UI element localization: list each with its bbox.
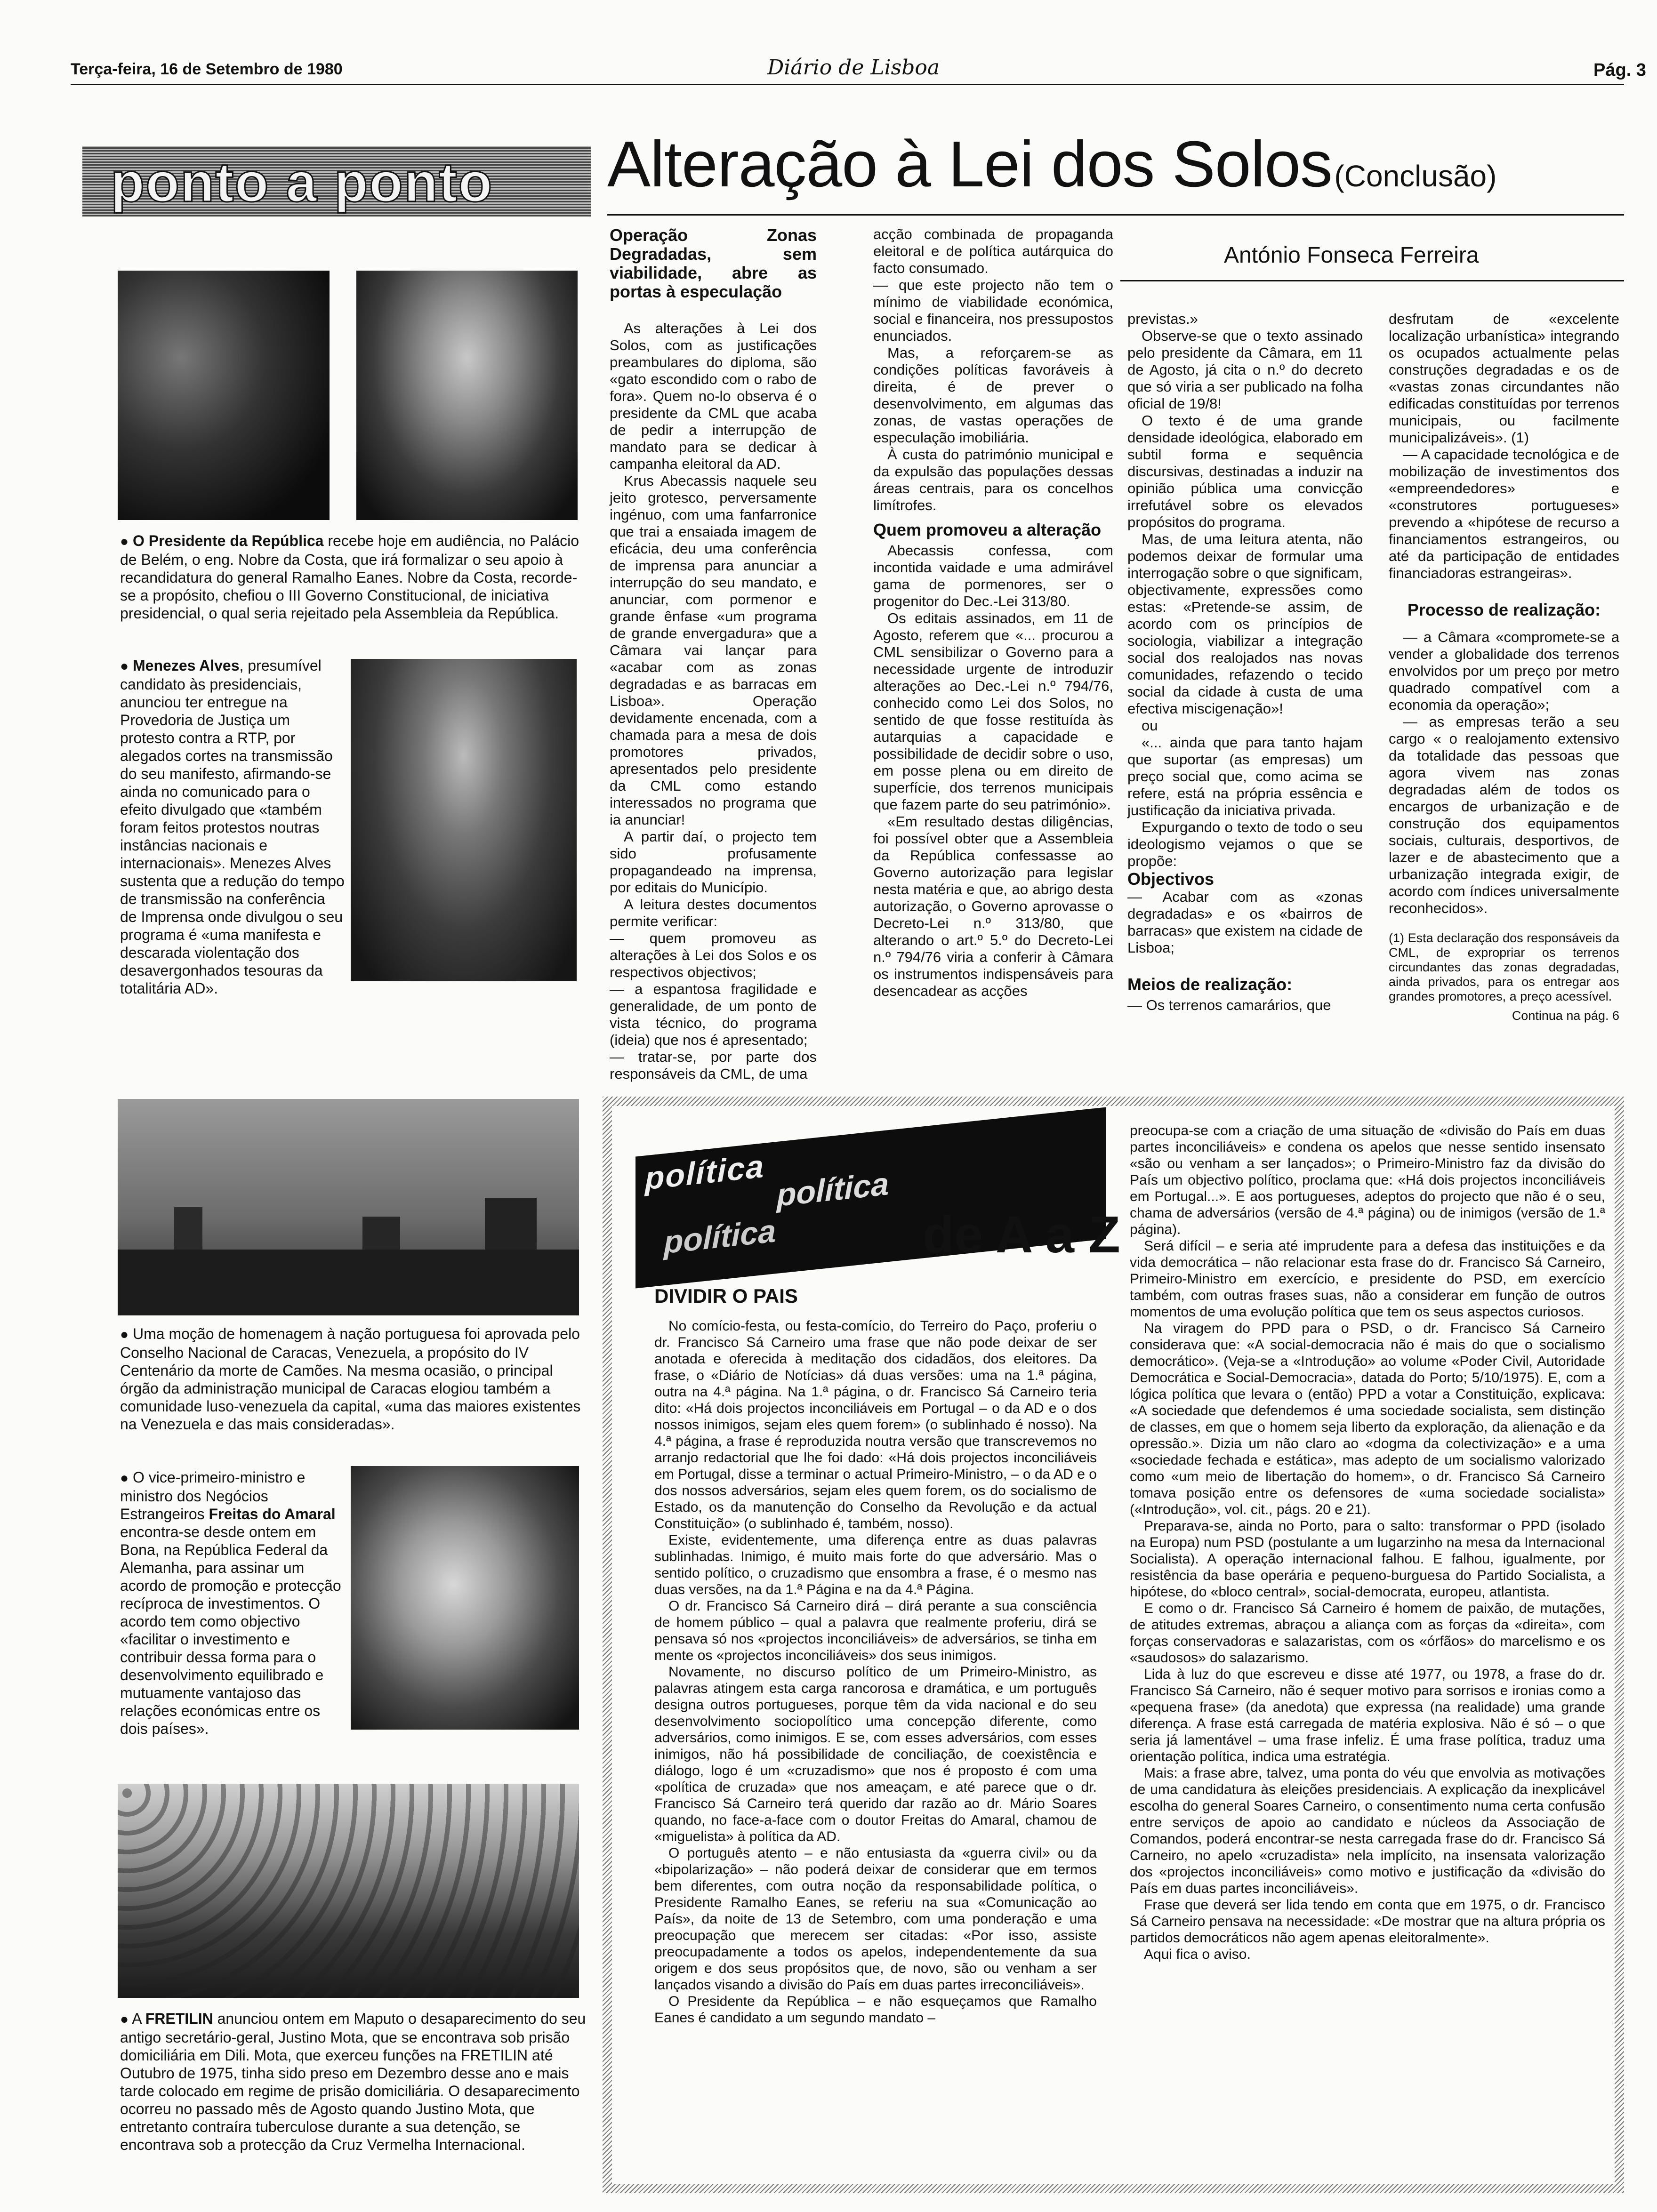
politica-banner-tag: de A a Z: [923, 1206, 1120, 1264]
photo-caracas-skyline: [118, 1099, 579, 1315]
column-logo-text: ponto a ponto: [111, 152, 493, 214]
subhead-quem-promoveu: Quem promoveu a alteração: [873, 520, 1102, 539]
footnote: (1) Esta declaração dos responsáveis da CML, de expropriar os terrenos circundantes das zonas degradadas, ainda privados, para os entregar aos grandes promotores, a preço acessível.: [1389, 931, 1619, 1003]
masthead-rule: [71, 84, 1624, 85]
photo-menezes: [351, 659, 577, 981]
politica-title: DIVIDIR O PAIS: [654, 1285, 798, 1307]
brief-president: ● O Presidente da República recebe hoje em audiência, no Palácio de Belém, o eng. Nobre da Costa, que irá formalizar o seu apoio à recandidatura do general Ramalho Eanes. Nobre da Costa, recorde-se a propósito, chefiou o III Governo Constitucional, de iniciativa presidencial, o qual seria rejeitado pela Assembleia da República.: [120, 532, 579, 622]
photo-fretilin-crowd: [118, 1784, 579, 1998]
politica-banner-word: política: [645, 1148, 765, 1197]
politica-left-column: No comício-festa, ou festa-comício, do Terreiro do Paço, proferiu o dr. Francisco Sá Carneiro uma frase que não pode deixar de ser anotada e oferecida à meditação dos cidadãos, dos eleitores. Da frase, o «Diário de Notícias» dá duas versões: uma na 1.ª página, outra na 4.ª página. Na 1.ª página, o dr. Francisco Sá Carneiro teria dito: «Há dois projectos inconciliáveis em Portugal – o da AD e o dos nossos inimigos, sejam eles quem forem» (o sublinhado é nosso). Na 4.ª página, a frase é reproduzida noutra versão que transcrevemos no arranjo redactorial que lhe foi dado: «Há dois projectos inconciliáveis em Portugal, disse a terminar o actual Primeiro-Ministro, – o da AD e o dos nossos adversários, sejam eles quem forem, os do socialismo de Estado, os da manutenção do Conselho da Revolução e da actual Constituição» (o sublinhado é, também, nosso). Existe, evidentemente, uma diferença entre as duas palavras sublinhadas. Inimigo, é muito mais forte do que adversário. Mas o sentido político, o cruzadismo que ensombra a frase, é o mesmo nas duas versões, na da 1.ª Página e na da 4.ª Página. O dr. Francisco Sá Carneiro dirá – dirá perante a sua consciência de homem público – qual a palavra que realmente proferiu, dirá se pensava só nos «projectos inconciliáveis» de adversários, se tinha em mente os «projectos inconciliáveis» dos seus inimigos. Novamente, no discurso político de um Primeiro-Ministro, as palavras atingem esta carga rancorosa e dramática, e um português designa outros portugueses, porque têm da vida nacional e do seu desenvolvimento sociopolítico uma concepção diferente, como adversários, como inimigos. E se, com esses adversários, com esses inimigos, não há possibilidade de conciliação, de coexistência e diálogo, logo é um «cruzadismo» que nos é proposto é com uma «política de cruzada» que nos ameaçam, e até parece que o dr. Francisco Sá Carneiro terá querido dar razão ao dr. Mário Soares quando, no face-a-face com o doutor Freitas do Amaral, chamou de «miguelista» à política da AD. O português atento – e não entusiasta da «guerra civil» ou da «bipolarização» – não poderá deixar de considerar que em termos bem diferentes, com outra noção da responsabilidade política, o Presidente Ramalho Eanes, se referiu na sua «Comunicação ao País», da noite de 13 de Setembro, com uma ponderação e uma preocupação que merecem ser citadas: «Por isso, assiste preocupadamente a todos os apelos, independentemente da sua origem e dos seus propósitos que, de novo, são ou venham a ser lançados visando a divisão do País em duas partes irreconciliáveis». O Presidente da República – e não esqueçamos que Ramalho Eanes é candidato a um segundo mandato –: [654, 1318, 1097, 2026]
article-column-1: Operação Zonas Degradadas, sem viabilidade, abre as portas à especulação As alterações à Lei dos Solos, com as justificações preambulares do diploma, são «gato escondido com o rabo de fora». Quem no-lo observa é o presidente da CML que acaba de pedir a interrupção de mandato para se dedicar à campanha eleitoral da AD. Krus Abecassis naquele seu jeito grotesco, perversamente ingénuo, com uma fanfarronice que trai a ensaiada imagem de eficácia, deu uma conferência de imprensa para anunciar a interrupção do seu mandato, e anunciar, com pormenor e grande ênfase «um programa de grande envergadura» que a Câmara vai lançar para «acabar com as zonas degradadas e as barracas em Lisboa». Operação devidamente encenada, com a chamada para a mesa de dois promotores privados, apresentados pelo presidente da CML como estando interessados no programa que ia anunciar! A partir daí, o projecto tem sido profusamente propagandeado na imprensa, por editais do Município. A leitura destes documentos permite verificar: — quem promoveu as alterações à Lei dos Solos e os respectivos objectivos; — a espantosa fragilidade e generalidade, de um ponto de vista técnico, do programa (ideia) que nos é apresentado; — tratar-se, por parte dos responsáveis da CML, de uma: [610, 225, 817, 1082]
subhead-processo: Processo de realização:: [1407, 600, 1601, 619]
continues-note: Continua na pág. 6: [1512, 1009, 1619, 1023]
brief-fretilin: ● A FRETILIN anunciou ontem em Maputo o desaparecimento do seu antigo secretário-geral, Justino Mota, que se encontrava sob prisão domiciliária em Dili. Mota, que exerceu funções na FRETILIN até Outubro de 1975, tinha sido preso em Dezembro desse ano e mais tarde colocado em regime de prisão domiciliária. O desaparecimento ocorreu no passado mês de Agosto quando Justino Mota, que entretanto contraíra tuberculose durante a sua detenção, se encontrava sob a protecção da Cruz Vermelha Internacional.: [120, 2010, 586, 2153]
headline-title: Alteração à Lei dos Solos: [607, 128, 1332, 200]
bullet-icon: ●: [120, 1470, 129, 1486]
politica-right-column: preocupa-se com a criação de uma situação de «divisão do País em duas partes inconciliáveis» e condena os apelos que nesse sentido insensato «são ou venham a ser lançados»; o Primeiro-Ministro faz da divisão do País um objectivo político, proclama que: «Há dois projectos inconciliáveis em Portugal...». E aos portugueses, adeptos do projecto que não é o seu, chama de adversários (versão de 4.ª página) ou de inimigos (versão de 1.ª página). Será difícil – e seria até imprudente para a defesa das instituições e da vida democrática – não relacionar esta frase do dr. Francisco Sá Carneiro, Primeiro-Ministro em exercício, e presidente do PSD, em exercício também, com outras frases suas, não a considerar em função de outros momentos de uma evolução política que tem os seus aspectos curiosos. Na viragem do PPD para o PSD, o dr. Francisco Sá Carneiro considerava que: «A social-democracia não é mais do que o socialismo democrático». (Veja-se a «Introdução» ao volume «Poder Civil, Autoridade Democrática e Social-Democracia», datada do Porto; 5/10/1975). E, com a lógica política que levara o (então) PPD a votar a Constituição, explicava: «A sociedade que defendemos é uma sociedade socialista, sem distinção de classes, em que o homem seja liberto da exploração, da alienação e da opressão.». Dizia um não claro ao «dogma da colectivização» e a uma «sociedade fechada e estática», mas adepto de um socialismo valorizado como «um meio de libertação do homem», o dr. Francisco Sá Carneiro tomava posição entre os defensores de «uma sociedade socialista» («Introdução», vol. cit., págs. 20 e 21). Preparava-se, ainda no Porto, para o salto: transformar o PPD (isolado na Europa) num PSD (postulante a um lugarzinho na mesa da Internacional Socialista). A operação internacional falhou. E falhou, igualmente, por resistência da base operária e pequeno-burguesa do Partido Socialista, a hipótese, do «bloco central», social-democrata, europeu, atlantista. E como o dr. Francisco Sá Carneiro é homem de paixão, de mutações, de atitudes extremas, abraçou a aliança com as forças da «direita», com forças conservadoras e salazaristas, com os «órfãos» do marcelismo e os «saudosos» do salazarismo. Lida à luz do que escreveu e disse até 1977, ou 1978, a frase do dr. Francisco Sá Carneiro, não é sequer motivo para sorrisos e ironias como a «pequena frase» (da anedota) que expressa (na realidade) uma grande diferença. A frase está carregada de matéria explosiva. Não é só – o que seria já lamentável – uma frase infeliz. É uma frase política, traduz uma orientação política, indica uma estratégia. Mais: a frase abre, talvez, uma ponta do véu que envolvia as motivações de uma candidatura às eleições presidenciais. A explicação da inexplicável escolha do general Soares Carneiro, o consentimento numa certa confusão entre serviços de apoio ao candidato e núcleos da Associação de Comandos, poderá encontrar-se nesta carregada frase do dr. Francisco Sá Carneiro, no apelo «cruzadista» nela implícito, na insensata valorização dos «projectos inconciliáveis» como motivo e justificação da «divisão do País em duas partes inconciliáveis». Frase que deverá ser lida tendo em conta que em 1975, o dr. Francisco Sá Carneiro pensava na necessidade: «De mostrar que na altura própria os partidos democráticos não agem apenas eleitoralmente». Aqui fica o aviso.: [1130, 1123, 1605, 1962]
article-column-2: acção combinada de propaganda eleitoral e de política autárquica do facto consumado. — que este projecto não tem o mínimo de viabilidade económica, social e financeira, nos pressupostos enunciados. Mas, a reforçarem-se as condições políticas favoráveis à direita, é de prever o desenvolvimento, em algumas das zonas, de vastas operações de especulação imobiliária. À custa do património municipal e da expulsão das populações dessas áreas centrais, para os concelhos limítrofes. Quem promoveu a alteração Abecassis confessa, com incontida vaidade e uma admirável gama de pormenores, ser o progenitor do Dec.-Lei 313/80. Os editais assinados, em 11 de Agosto, referem que «... procurou a CML sensibilizar o Governo para a necessidade urgente de introduzir alterações ao Dec.-Lei n.º 794/76, conhecido como Lei dos Solos, no sentido de que fosse restituída às autarquias a capacidade e possibilidade de decidir sobre o uso, em posse plena ou em direito de superfície, dos terrenos municipais que fazem parte do seu património». «Em resultado destas diligências, foi possível obter que a Assembleia da República confessasse ao Governo autorização para legislar nesta matéria e que, ao abrigo desta autorização, o Governo aprovasse o Decreto-Lei n.º 313/80, que alterando o art.º 5.º do Decreto-Lei n.º 794/76 viria a conferir à Câmara os instrumentos indispensáveis para desencadear as acções: [873, 226, 1113, 999]
brief-caracas: ● Uma moção de homenagem à nação portuguesa foi aprovada pelo Conselho Nacional de Caracas, Venezuela, a propósito do IV Centenário da morte de Camões. Na mesma ocasião, o principal órgão da administração municipal de Caracas elogiou também a comunidade luso-venezuela da capital, «uma das maiores existentes na Venezuela e das mais consideradas».: [120, 1325, 581, 1433]
bullet-icon: ●: [120, 1327, 129, 1342]
bullet-icon: ●: [120, 2012, 129, 2027]
column-logo: [82, 146, 591, 216]
politica-banner: política política política: [635, 1107, 1106, 1288]
article-kicker: Operação Zonas Degradadas, sem viabilidade, abre as portas à especulação: [610, 225, 817, 301]
issue-date: Terça-feira, 16 de Setembro de 1980: [71, 60, 343, 78]
byline: António Fonseca Ferreira: [1224, 243, 1479, 268]
bullet-icon: ●: [120, 534, 129, 549]
headline-rule: [607, 214, 1624, 216]
article-column-4: desfrutam de «excelente localização urbanística» integrando os ocupados actualmente pelas construções degradadas e os de «vastas zonas circundantes não edificadas constituídas por terrenos municipais, ou facilmente municipalizáveis». (1) — A capacidade tecnológica e de mobilização de investimentos dos «empreendedores» e «construtores portugueses» prevendo a «hipótese de recurso a financiamentos estrangeiros, ou até da participação de entidades financiadoras estrangeiras». Processo de realização: — a Câmara «compromete-se a vender a globalidade dos terrenos envolvidos por um preço por metro quadrado compatível com a economia da operação»; — as empresas terão a seu cargo « o realojamento extensivo da totalidade das pessoas que agora vivem nas zonas degradadas além de todos os encargos de urbanização e de construção dos equipamentos sociais, culturais, desportivos, de lazer e de abastecimento que a urbanização integrada exigir, de acordo com índices universalmente reconhecidos». (1) Esta declaração dos responsáveis da CML, de expropriar os terrenos circundantes das zonas degradadas, ainda privados, para os entregar aos grandes promotores, a preço acessível. Continua na pág. 6: [1389, 311, 1619, 1023]
photo-freitas: [351, 1466, 579, 1730]
brief-menezes: ● Menezes Alves, presumível candidato às presidenciais, anunciou ter entregue na Provedoria de Justiça um protesto contra a RTP, por alegados cortes na transmissão do seu manifesto, afirmando-se ainda no comunicado para o efeito divulgado que «também foram feitos protestos noutras instâncias nacionais e internacionais». Menezes Alves sustenta que a redução do tempo de transmissão na conferência de Imprensa onde divulgou o seu programa é «uma manifesta e descarada violentação dos desavergonhados tesouras da totalitária AD».: [120, 657, 345, 997]
photo-portrait-right: [356, 271, 578, 520]
photo-portrait-left: [118, 271, 330, 520]
headline: [607, 127, 1496, 202]
bullet-icon: ●: [120, 658, 129, 674]
page-number: Pág. 3: [1593, 60, 1646, 80]
brief-freitas: ● O vice-primeiro-ministro e ministro dos Negócios Estrangeiros Freitas do Amaral encontra-se desde ontem em Bona, na República Federal da Alemanha, para assinar um acordo de promoção e protecção recíproca de investimentos. O acordo tem como objectivo «facilitar o investimento e contribuir dessa forma para o desenvolvimento equilibrado e mutuamente vantajoso das relações económicas entre os dois países».: [120, 1469, 341, 1737]
byline-rule: [1120, 280, 1624, 281]
article-column-3: previstas.» Observe-se que o texto assinado pelo presidente da Câmara, em 11 de Agosto, já cita o n.º do decreto que só viria a ser publicado na folha oficial de 19/8! O texto é de uma grande densidade ideológica, elaborado em subtil forma e sequência discursivas, destinadas a induzir na opinião pública uma convicção irrefutável sobre os elevados propósitos do programa. Mas, de uma leitura atenta, não podemos deixar de formular uma interrogação sobre o que significam, objectivamente, expressões como estas: «Pretende-se assim, de acordo com os princípios de sociologia, viabilizar a integração social dos realojados nas novas comunidades, refazendo o tecido social da cidade à custa de uma efectiva miscigenação»! ou «... ainda que para tanto hajam que suportar (as empresas) um preço social que, como acima se refere, está na própria essência e justificação da iniciativa privada. Expurgando o texto de todo o seu ideologismo vejamos o que se propõe: Objectivos — Acabar com as «zonas degradadas» e os «bairros de barracas» que existem na cidade de Lisboa; Meios de realização: — Os terrenos camarários, que: [1127, 311, 1363, 1013]
subhead-objectivos: Objectivos: [1127, 869, 1215, 889]
headline-suffix: (Conclusão): [1334, 159, 1497, 193]
subhead-meios: Meios de realização:: [1127, 975, 1293, 994]
paper-name: Diário de Lisboa: [767, 56, 940, 80]
